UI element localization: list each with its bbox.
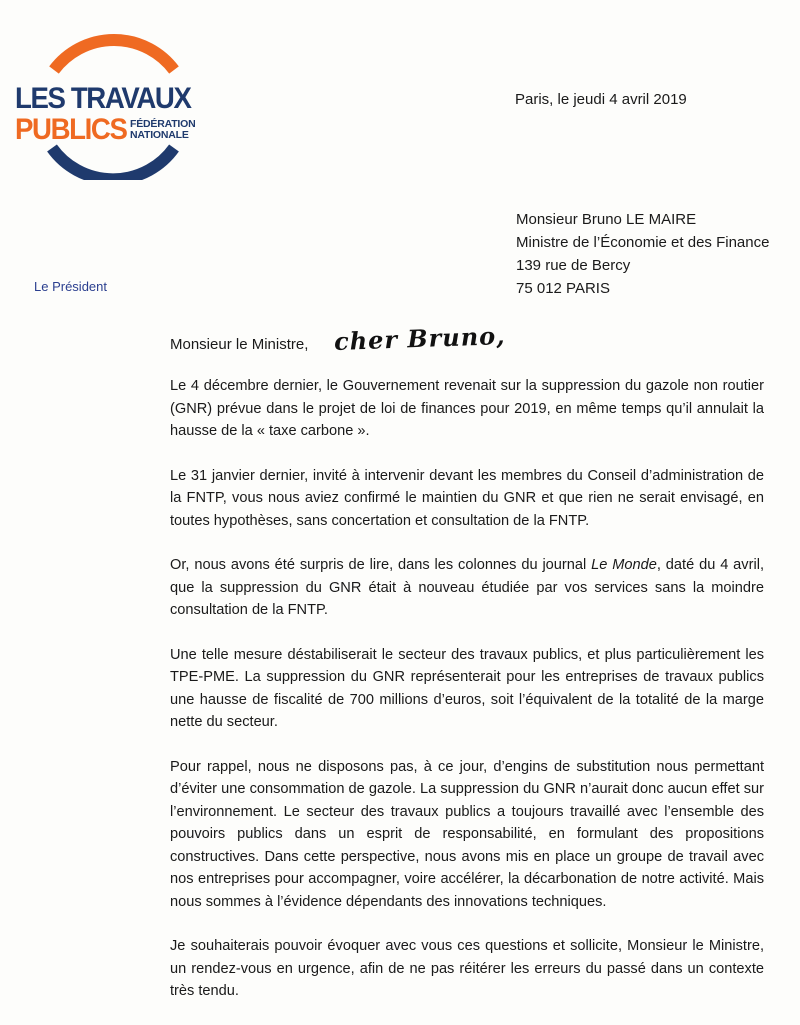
letter-body	[170, 375, 764, 1025]
addressee-title: Ministre de l’Économie et des Finance	[516, 234, 770, 251]
addressee-city: 75 012 PARIS	[516, 280, 610, 297]
logo-text-line1: LES TRAVAUX	[15, 82, 191, 115]
addressee-name: Monsieur Bruno LE MAIRE	[516, 211, 697, 228]
letter-date: Paris, le jeudi 4 avril 2019	[515, 91, 687, 108]
newspaper-title: Le Monde	[591, 557, 657, 573]
paragraph-5: Pour rappel, nous ne disposons pas, à ce jour, d’engins de substitution nous permettant d’éviter une consommation de gazole. La suppression du GNR n’aurait donc aucun effet sur l’environnement. Le secteur des travaux publics a toujours travaillé avec l’ensemble des pouvoirs publics dans un esprit de responsabilité, en formulant des propositions constructives. Dans cette perspective, nous avons mis en place un groupe de travail avec nos entreprises pour accompagner, voire accélérer, la décarbonation de notre activité. Mais nous sommes à l’évidence dépendants des innovations techniques.	[170, 758, 764, 910]
paragraph-3-start: Or, nous avons été surpris de lire, dans les colonnes du journal	[170, 557, 592, 573]
addressee-block	[516, 208, 769, 300]
handwritten-greeting: cher Bruno,	[333, 321, 506, 356]
paragraph-2: Le 31 janvier dernier, invité à intervenir devant les membres du Conseil d’administration de la FNTP, vous nous aviez confirmé le maintien du GNR et que rien ne serait envisagé, en toutes hypothèses, sans concertation et consultation de la FNTP.	[170, 467, 764, 529]
logo-text-line2: PUBLICS	[15, 113, 127, 146]
paragraph-3-end: , daté du 4 avril, que la suppression du GNR était à nouveau étudiée par vos services sans la moindre consultation de la FNTP.	[170, 557, 764, 618]
paragraph-3	[170, 554, 764, 622]
logo-subtitle	[130, 119, 195, 141]
logo-subtitle-line1: FÉDÉRATION	[130, 118, 196, 130]
paragraph-1: Le 4 décembre dernier, le Gouvernement revenait sur la suppression du gazole non routier (GNR) prévue dans le projet de loi de finances pour 2019, en même temps qu’il annulait la hausse de la « taxe carbone ».	[170, 378, 764, 439]
logo-subtitle-line2: NATIONALE	[130, 129, 189, 141]
paragraph-4: Une telle mesure déstabiliserait le secteur des travaux publics, et plus particulièrement les TPE-PME. La suppression du GNR représenterait pour les entreprises de travaux publics une hausse de fiscalité de 700 millions d’euros, soit l’équivalent de la totalité de la marge nette du secteur.	[170, 646, 764, 730]
addressee-street: 139 rue de Bercy	[516, 257, 631, 274]
logo-navy-arc	[52, 148, 174, 179]
paragraph-6: Je souhaiterais pouvoir évoquer avec vous ces questions et sollicite, Monsieur le Ministre, un rendez-vous en urgence, afin de ne pas réitérer les erreurs du passé dans un contexte très tendu.	[170, 938, 764, 999]
salutation: Monsieur le Ministre,	[170, 336, 309, 353]
sender-role: Le Président	[34, 279, 107, 294]
logo-orange-arc	[54, 40, 174, 70]
fntp-logo	[12, 30, 202, 180]
